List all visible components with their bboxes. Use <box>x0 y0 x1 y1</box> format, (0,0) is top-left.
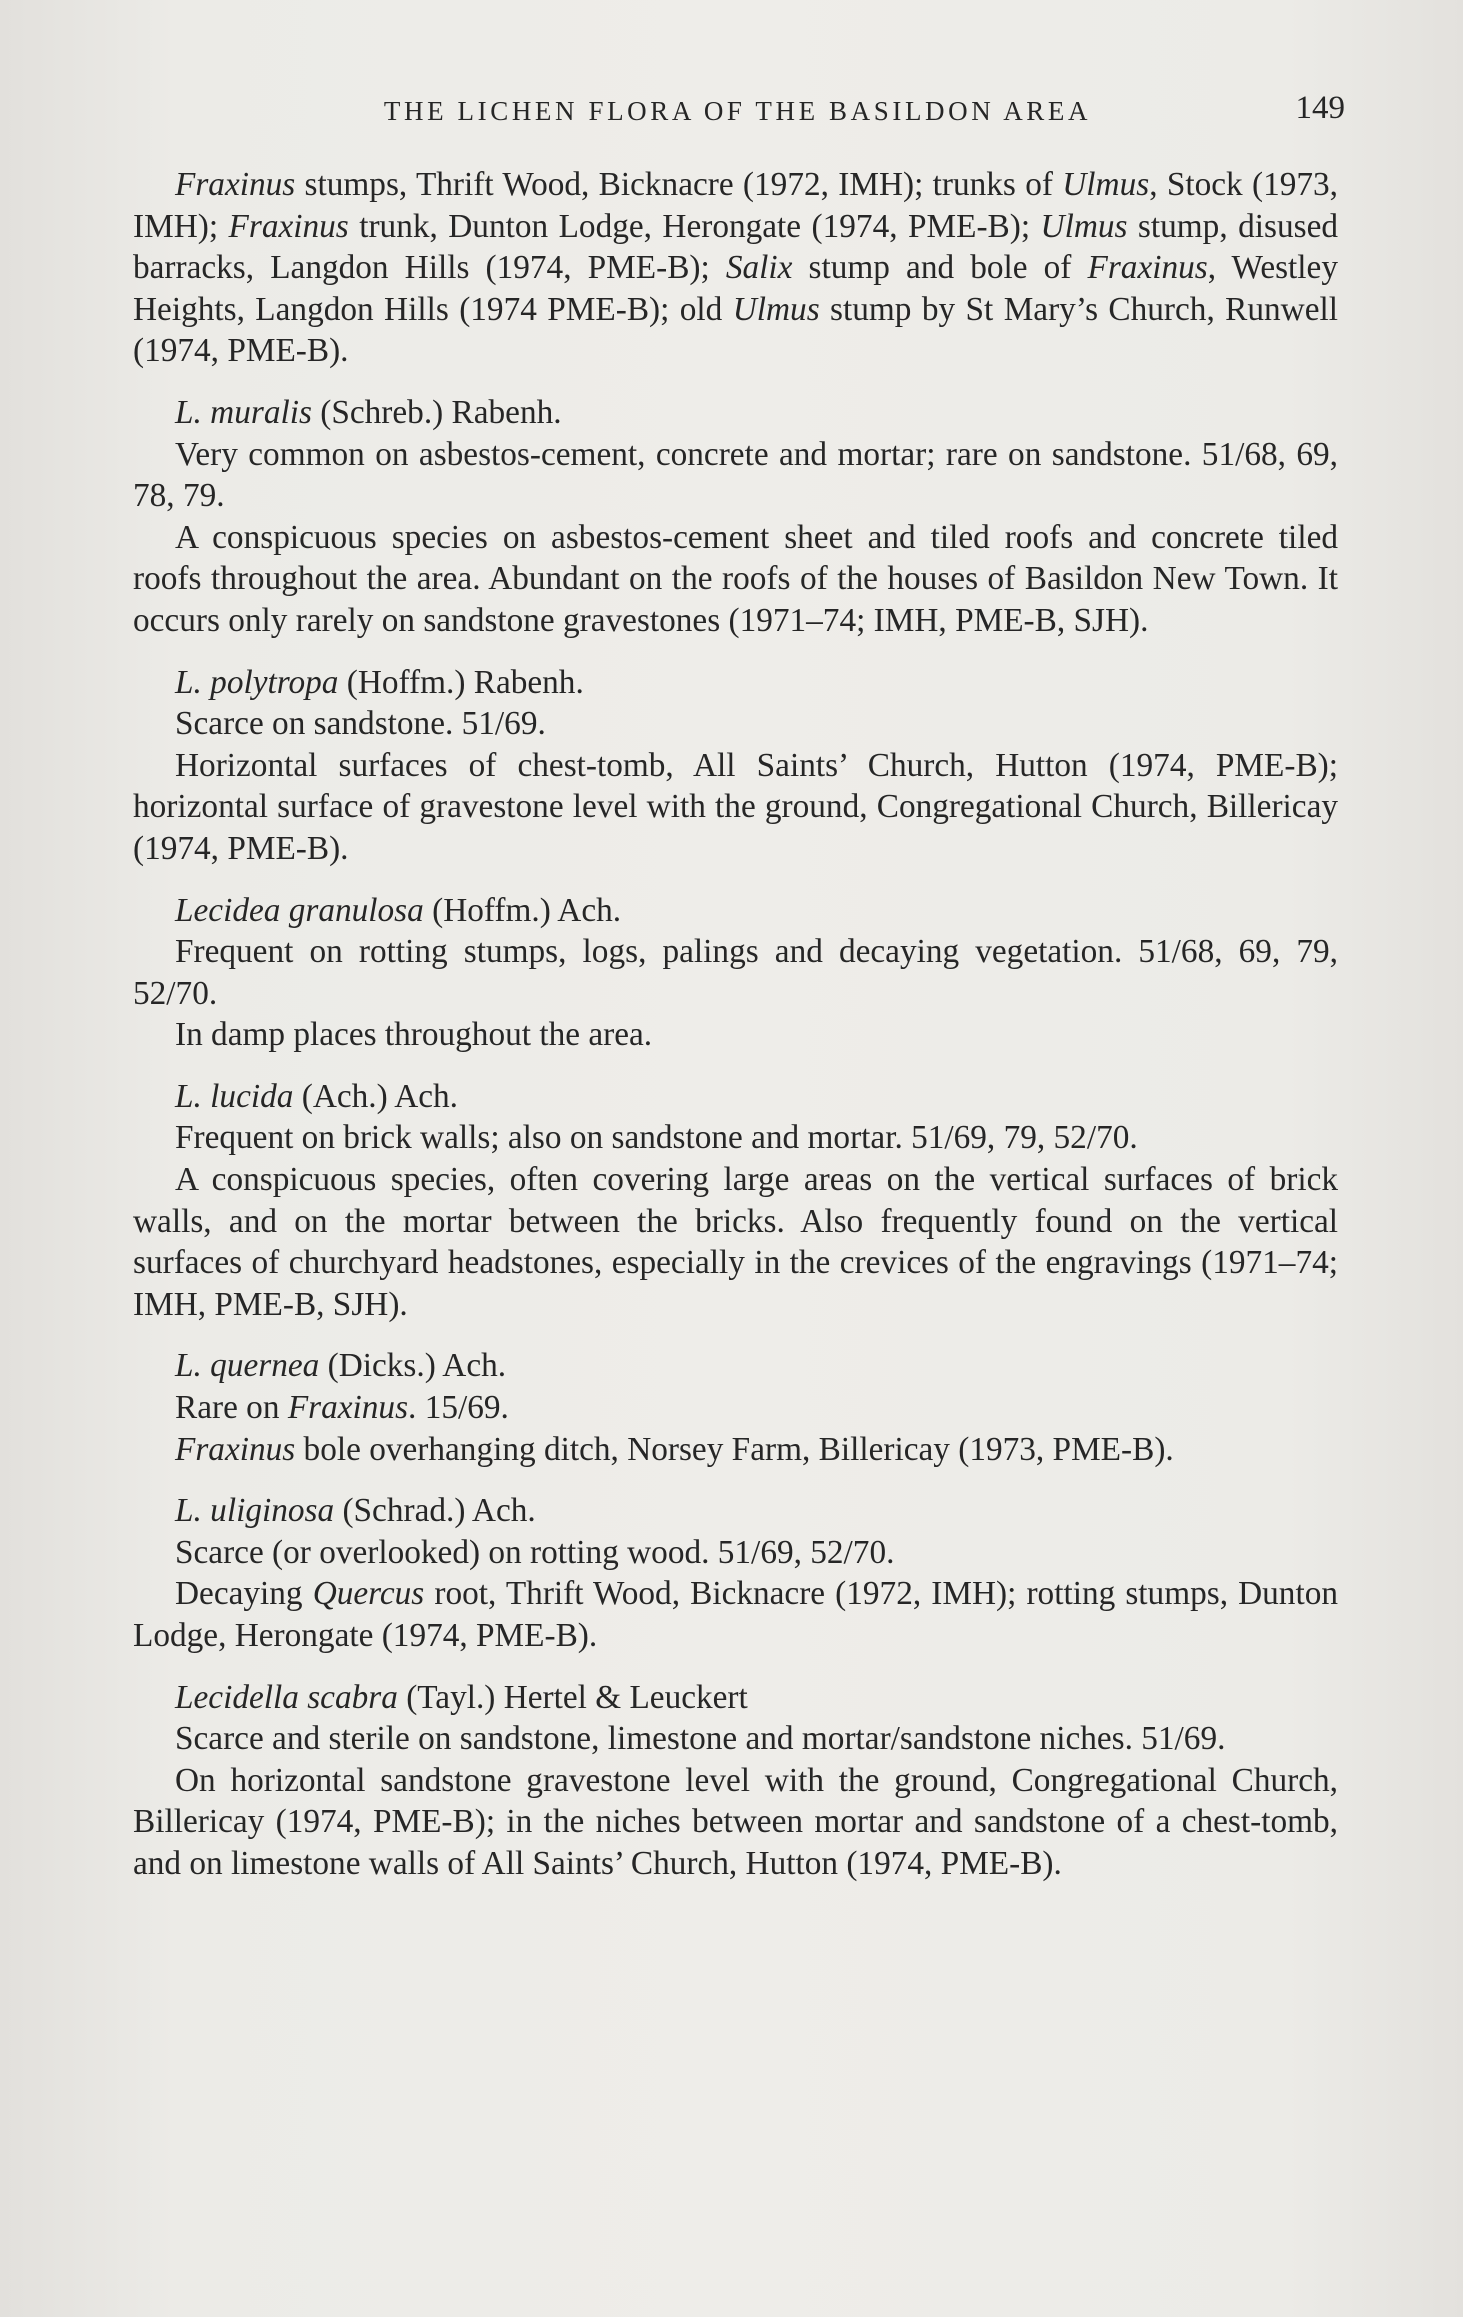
entry-paragraph: Scarce (or overlooked) on rotting wood. 51/69, 52/70. <box>175 1533 895 1571</box>
species-authority: (Schreb.) Rabenh. <box>320 393 562 431</box>
entry-paragraph: In damp places throughout the area. <box>175 1016 653 1054</box>
species-name: L. lucida <box>175 1077 294 1115</box>
species-entry <box>133 1076 1338 1326</box>
species-heading <box>133 1677 1338 1719</box>
species-authority: (Hoffm.) Rabenh. <box>346 663 584 701</box>
species-heading <box>133 1076 1338 1118</box>
entry-paragraph: Rare on Fraxinus. 15/69. <box>175 1389 509 1427</box>
entry-paragraph: Frequent on rotting stumps, logs, palings and decaying vegetation. 51/68, 69, 79, 52/70. <box>133 933 1338 1012</box>
species-entry <box>133 1345 1338 1470</box>
entry-paragraph: Fraxinus bole overhanging ditch, Norsey Farm, Billericay (1973, PME-B). <box>175 1430 1174 1468</box>
species-heading <box>133 890 1338 932</box>
entry-paragraph: A conspicuous species, often covering large areas on the vertical surfaces of brick walls, and on the mortar between the bricks. Also frequently found on the vertical surfaces of churchyard headstones, especially in the crevices of the engravings (1971–74; IMH, PME-B, SJH). <box>133 1161 1338 1323</box>
entry-paragraph: A conspicuous species on asbestos-cement sheet and tiled roofs and concrete tiled roofs throughout the area. Abundant on the roofs of the houses of Basildon New Town. It occurs only rarely on sandstone gravestones (1971–74; IMH, PME-B, SJH). <box>133 518 1338 639</box>
entry-paragraph: Scarce and sterile on sandstone, limestone and mortar/sandstone niches. 51/69. <box>175 1720 1226 1758</box>
species-entry <box>133 1677 1338 1885</box>
page-header <box>130 90 1345 134</box>
species-authority: (Tayl.) Hertel & Leuckert <box>406 1678 748 1716</box>
species-authority: (Hoffm.) Ach. <box>432 891 622 929</box>
species-name: L. muralis <box>175 393 312 431</box>
entry-paragraph: Very common on asbestos-cement, concrete and mortar; rare on sandstone. 51/68, 69, 78, 79. <box>133 435 1338 515</box>
body-text <box>133 164 1338 1885</box>
page-number: 149 <box>1295 90 1345 126</box>
species-name: L. quernea <box>175 1347 320 1385</box>
species-name: Lecidella scabra <box>175 1678 398 1716</box>
species-entry <box>133 662 1338 870</box>
species-heading <box>133 662 1338 704</box>
entry-paragraph: Fraxinus stumps, Thrift Wood, Bicknacre (1972, IMH); trunks of Ulmus, Stock (1973, IMH); Fraxinus trunk, Dunton Lodge, Herongate (1974, PME-B); Ulmus stump, disused barracks, Langdon Hills (1974, PME-B); Salix stump and bole of Fraxinus, Westley Heights, Langdon Hills (1974 PME-B); old Ulmus stump by St Mary’s Church, Runwell (1974, PME-B). <box>133 166 1339 370</box>
species-entry <box>133 1490 1338 1656</box>
species-name: Lecidea granulosa <box>175 891 424 929</box>
species-authority: (Dicks.) Ach. <box>327 1347 507 1385</box>
entry-paragraph: Horizontal surfaces of chest-tomb, All Saints’ Church, Hutton (1974, PME-B); horizontal surface of gravestone level with the ground, Congregational Church, Billericay (1974, PME-B). <box>133 746 1338 867</box>
species-entry <box>133 164 1338 372</box>
species-authority: (Ach.) Ach. <box>301 1077 458 1115</box>
running-head: THE LICHEN FLORA OF THE BASILDON AREA <box>383 96 1092 126</box>
species-name: L. polytropa <box>175 663 339 701</box>
species-heading <box>133 392 1338 434</box>
entry-paragraph: Scarce on sandstone. 51/69. <box>175 705 546 743</box>
entry-paragraph: On horizontal sandstone gravestone level with the ground, Congregational Church, Billericay (1974, PME-B); in the niches between mortar and sandstone of a chest-tomb, and on limestone walls of All Saints’ Church, Hutton (1974, PME-B). <box>133 1761 1338 1882</box>
entry-paragraph: Decaying Quercus root, Thrift Wood, Bicknacre (1972, IMH); rotting stumps, Dunton Lodge, Herongate (1974, PME-B). <box>133 1575 1339 1654</box>
species-entry <box>133 392 1338 642</box>
species-entry <box>133 890 1338 1056</box>
species-heading <box>133 1345 1338 1387</box>
entry-paragraph: Frequent on brick walls; also on sandstone and mortar. 51/69, 79, 52/70. <box>175 1119 1138 1157</box>
species-heading <box>133 1490 1338 1532</box>
species-authority: (Schrad.) Ach. <box>342 1492 536 1530</box>
species-name: L. uliginosa <box>175 1492 335 1530</box>
